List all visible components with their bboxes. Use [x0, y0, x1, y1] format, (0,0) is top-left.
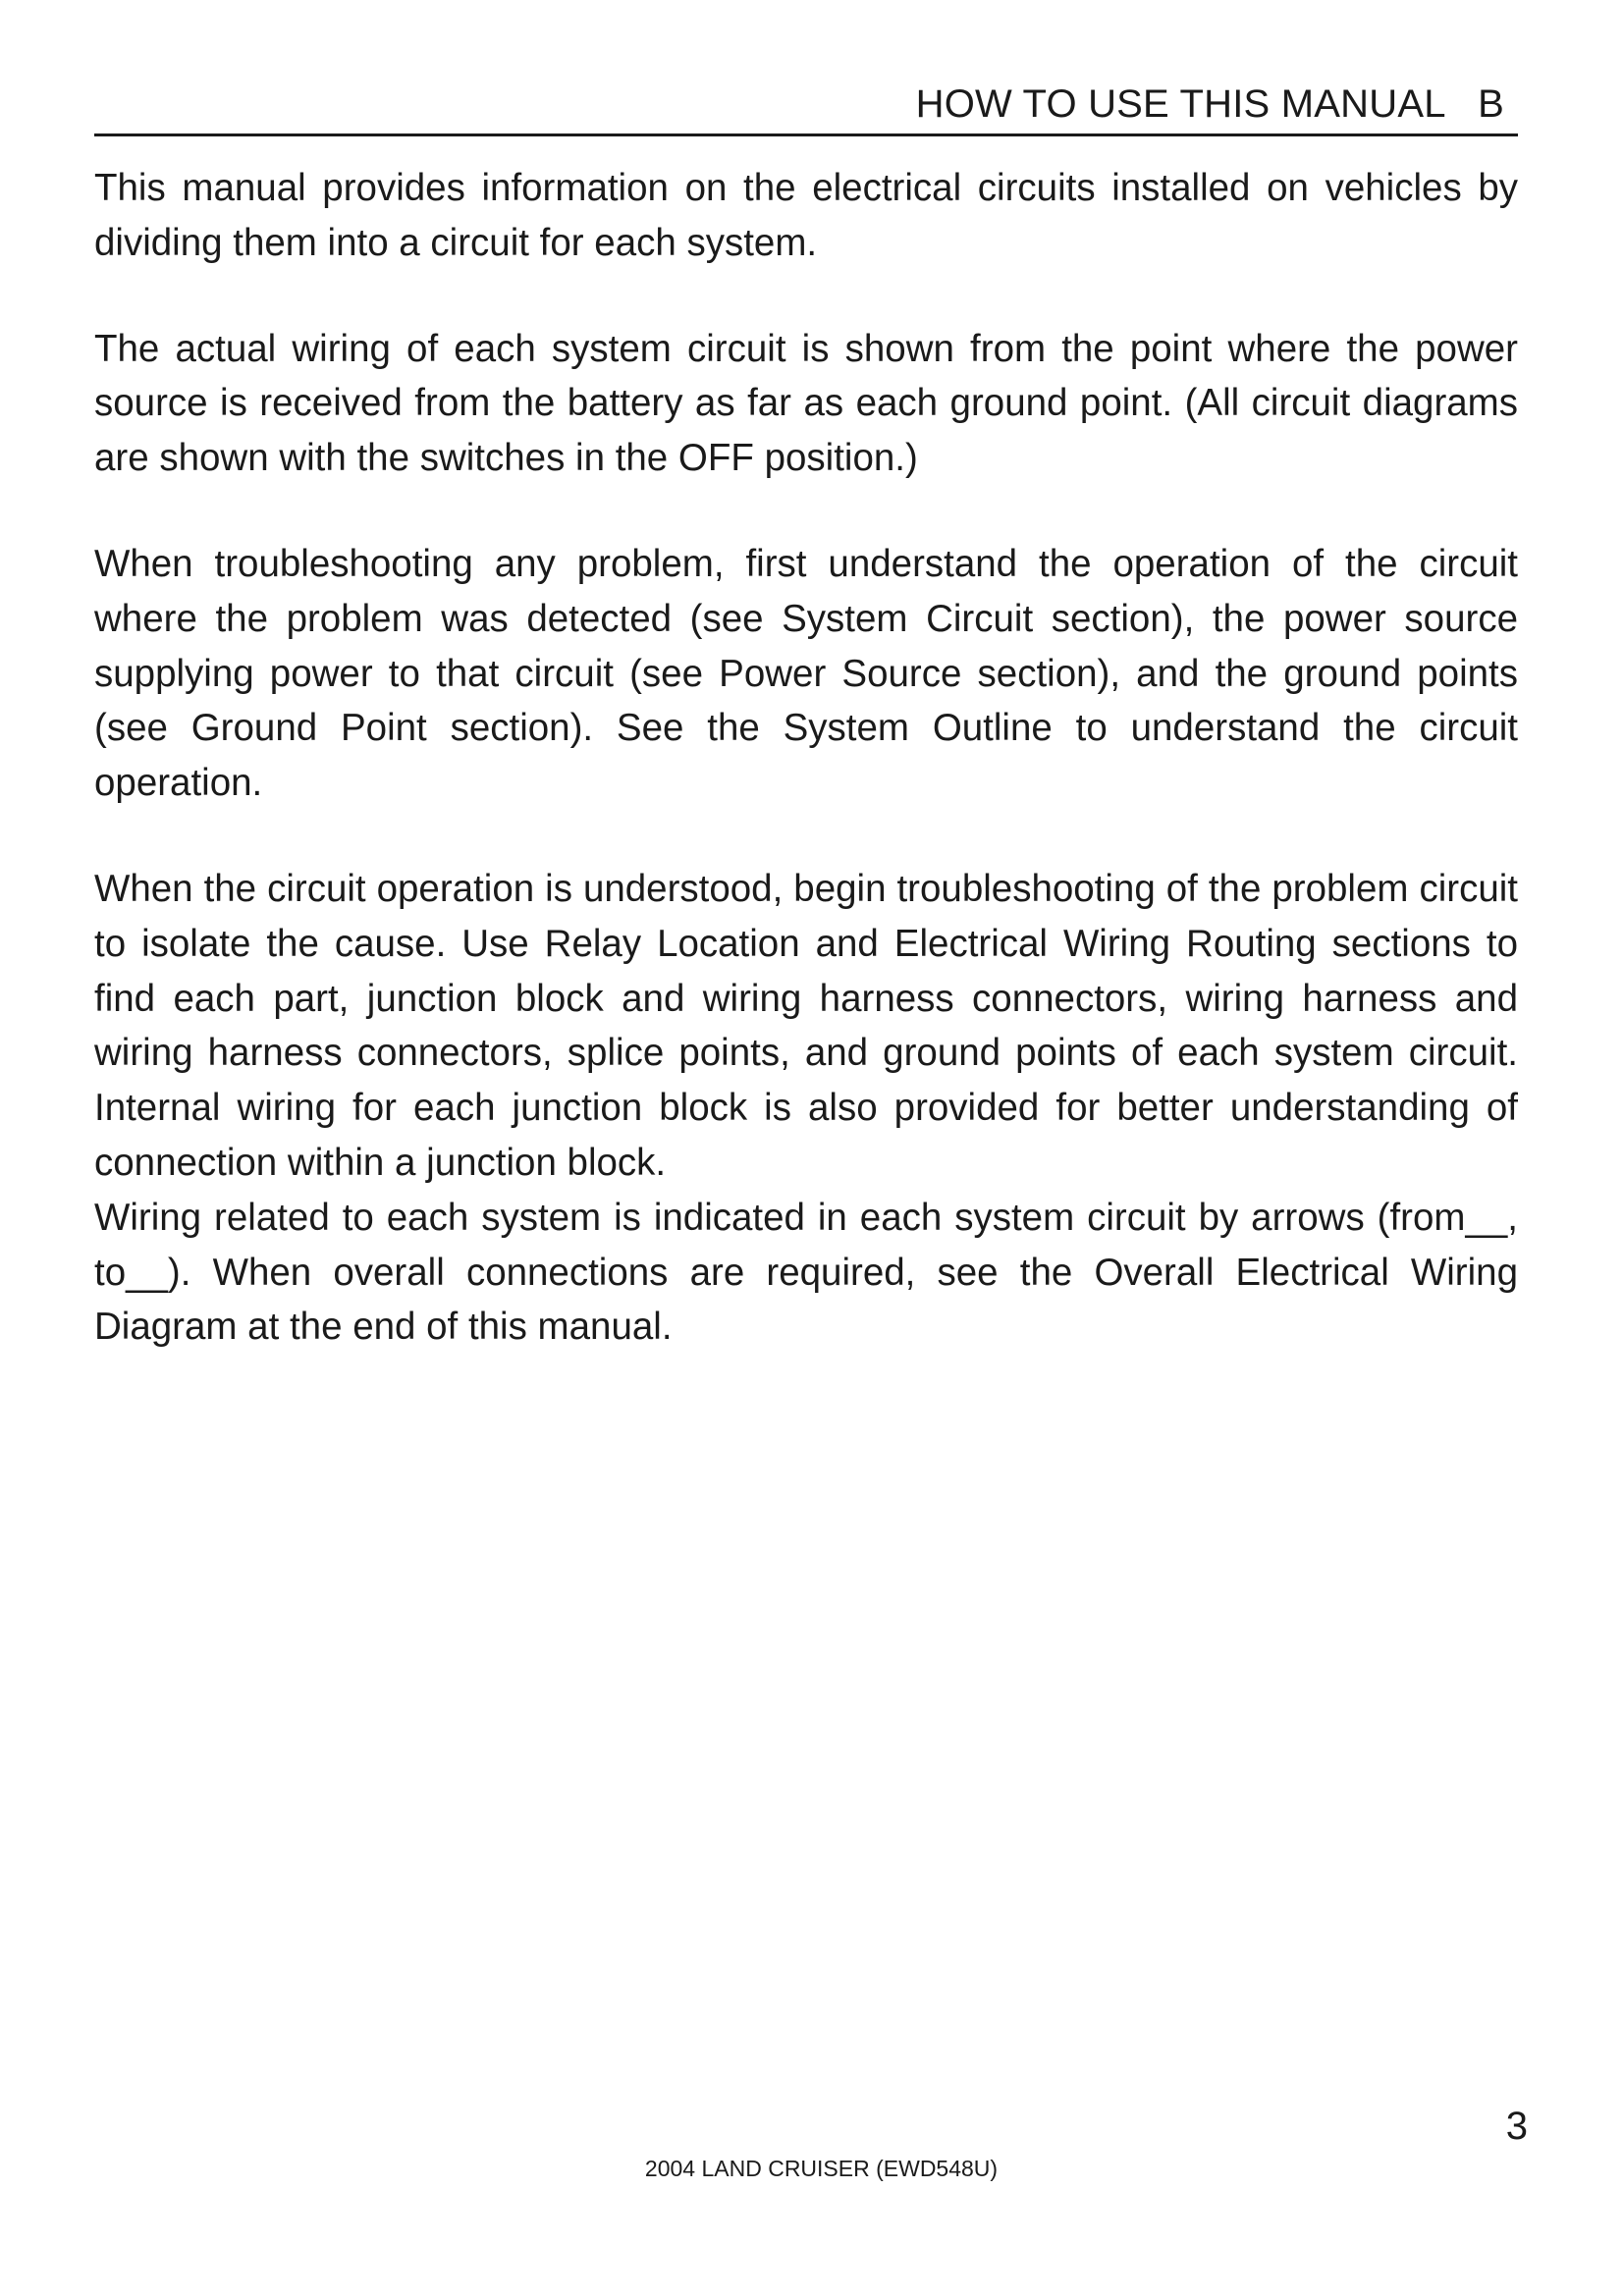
paragraph-troubleshooting: When troubleshooting any problem, first understand the operation of the circuit where the problem was detected (see System Circuit section), the power source supplying power to that circuit (see Power Source section), and the ground points (see Ground Point section). See the System Outline to understand the circuit operation.: [94, 542, 1518, 805]
body-text: [94, 161, 1518, 1355]
paragraph-circuit-operation: When the circuit operation is understood, begin troubleshooting of the problem circuit to isolate the cause. Use Relay Location and Electrical Wiring Routing sections to find each part, junction block and wiring harness connectors, wiring harness and wiring harness connectors, splice points, and ground points of each system circuit. Internal wiring for each junction block is also provided for better understanding of connection within a junction block.: [94, 867, 1518, 1184]
header-title: HOW TO USE THIS MANUAL B: [915, 82, 1504, 126]
paragraph-wiring: The actual wiring of each system circuit is shown from the point where the power source is received from the battery as far as each ground point. (All circuit diagrams are shown with the switches in the OFF position.): [94, 327, 1518, 480]
paragraph-wiring-arrows: Wiring related to each system is indicated in each system circuit by arrows (from__, to__). When overall connections are required, see the Overall Electrical Wiring Diagram at the end of this manual.: [94, 1196, 1518, 1349]
paragraph-intro: This manual provides information on the electrical circuits installed on vehicles by dividing them into a circuit for each system.: [94, 167, 1518, 264]
page-header: [94, 79, 1518, 136]
page-footer: 2004 LAND CRUISER (EWD548U): [644, 2156, 999, 2181]
page-number: 3: [1505, 2105, 1528, 2148]
